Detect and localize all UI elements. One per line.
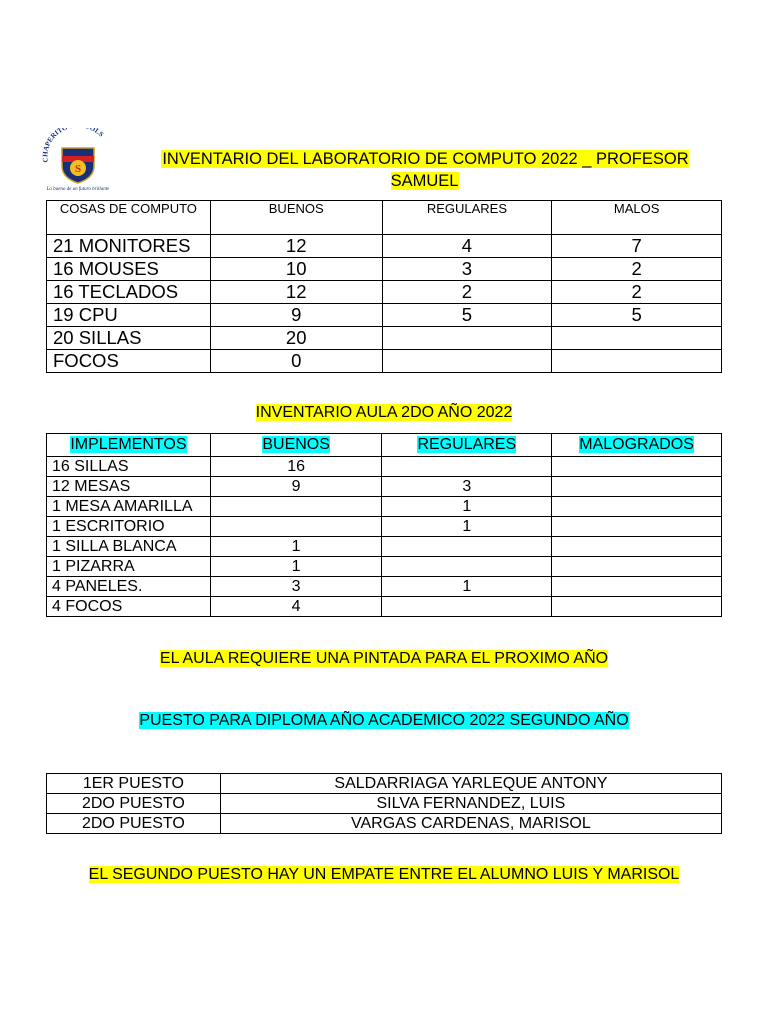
- good-count-cell: 0: [210, 350, 382, 373]
- regular-count-cell: [382, 597, 552, 617]
- classroom-inventory-heading: INVENTARIO AULA 2DO AÑO 2022: [255, 404, 513, 421]
- column-header: IMPLEMENTOS: [47, 434, 211, 457]
- classroom-inventory-table: [46, 433, 722, 617]
- regular-count-cell: 3: [382, 258, 552, 281]
- table-row: [47, 235, 722, 258]
- item-cell: 4 PANELES.: [47, 577, 211, 597]
- item-cell: 1 PIZARRA: [47, 557, 211, 577]
- item-cell: 16 SILLAS: [47, 457, 211, 477]
- column-header: REGULARES: [382, 201, 552, 235]
- table-header-row: [47, 201, 722, 235]
- item-cell: 1 ESCRITORIO: [47, 517, 211, 537]
- good-count-cell: 9: [210, 477, 382, 497]
- table-row: [47, 258, 722, 281]
- tie-note: EL SEGUNDO PUESTO HAY UN EMPATE ENTRE EL ALUMNO LUIS Y MARISOL: [88, 866, 680, 883]
- bad-count-cell: 2: [552, 281, 722, 304]
- table-row: [47, 350, 722, 373]
- column-header: REGULARES: [382, 434, 552, 457]
- damaged-count-cell: [552, 497, 722, 517]
- item-cell: 12 MESAS: [47, 477, 211, 497]
- computer-lab-inventory-table: [46, 200, 722, 373]
- diploma-ranking-heading: PUESTO PARA DIPLOMA AÑO ACADEMICO 2022 SEGUNDO AÑO: [139, 712, 629, 729]
- good-count-cell: 9: [210, 304, 382, 327]
- student-name-cell: VARGAS CARDENAS, MARISOL: [220, 814, 721, 834]
- good-count-cell: 12: [210, 235, 382, 258]
- damaged-count-cell: [552, 577, 722, 597]
- table-row: [47, 814, 722, 834]
- page-title: INVENTARIO DEL LABORATORIO DE COMPUTO 2022 _ PROFESOR SAMUEL: [162, 150, 689, 190]
- damaged-count-cell: [552, 477, 722, 497]
- table-row: [47, 557, 722, 577]
- damaged-count-cell: [552, 517, 722, 537]
- column-header: MALOS: [552, 201, 722, 235]
- student-name-cell: SILVA FERNANDEZ, LUIS: [220, 794, 721, 814]
- good-count-cell: 1: [210, 557, 382, 577]
- rank-cell: 1ER PUESTO: [47, 774, 221, 794]
- regular-count-cell: [382, 327, 552, 350]
- good-count-cell: 3: [210, 577, 382, 597]
- svg-text:S: S: [74, 163, 82, 175]
- bad-count-cell: 2: [552, 258, 722, 281]
- table-header-row: [47, 434, 722, 457]
- regular-count-cell: [382, 457, 552, 477]
- item-cell: 19 CPU: [47, 304, 211, 327]
- column-header: BUENOS: [210, 434, 382, 457]
- item-cell: 16 TECLADOS: [47, 281, 211, 304]
- regular-count-cell: 1: [382, 497, 552, 517]
- item-cell: 16 MOUSES: [47, 258, 211, 281]
- item-cell: 4 FOCOS: [47, 597, 211, 617]
- good-count-cell: 20: [210, 327, 382, 350]
- good-count-cell: 16: [210, 457, 382, 477]
- table-row: [47, 304, 722, 327]
- bad-count-cell: 5: [552, 304, 722, 327]
- table-row: [47, 497, 722, 517]
- table-row: [47, 517, 722, 537]
- good-count-cell: [210, 517, 382, 537]
- bad-count-cell: [552, 350, 722, 373]
- regular-count-cell: 5: [382, 304, 552, 327]
- bad-count-cell: 7: [552, 235, 722, 258]
- regular-count-cell: 2: [382, 281, 552, 304]
- column-header: BUENOS: [210, 201, 382, 235]
- table-row: [47, 597, 722, 617]
- item-cell: 1 SILLA BLANCA: [47, 537, 211, 557]
- item-cell: FOCOS: [47, 350, 211, 373]
- bad-count-cell: [552, 327, 722, 350]
- item-cell: 1 MESA AMARILLA: [47, 497, 211, 517]
- svg-text:CHAPERITO SCHOOLS: CHAPERITO OLS: [41, 128, 106, 163]
- regular-count-cell: [382, 350, 552, 373]
- diploma-ranking-table: [46, 773, 722, 834]
- damaged-count-cell: [552, 537, 722, 557]
- good-count-cell: 4: [210, 597, 382, 617]
- table-row: [47, 281, 722, 304]
- damaged-count-cell: [552, 597, 722, 617]
- item-cell: 21 MONITORES: [47, 235, 211, 258]
- item-cell: 20 SILLAS: [47, 327, 211, 350]
- table-row: [47, 577, 722, 597]
- regular-count-cell: 1: [382, 577, 552, 597]
- table-row: [47, 537, 722, 557]
- regular-count-cell: 1: [382, 517, 552, 537]
- rank-cell: 2DO PUESTO: [47, 794, 221, 814]
- student-name-cell: SALDARRIAGA YARLEQUE ANTONY: [220, 774, 721, 794]
- damaged-count-cell: [552, 457, 722, 477]
- regular-count-cell: [382, 537, 552, 557]
- table-row: [47, 794, 722, 814]
- good-count-cell: [210, 497, 382, 517]
- school-logo: [36, 128, 122, 192]
- column-header: COSAS DE COMPUTO: [47, 201, 211, 235]
- painting-note: EL AULA REQUIERE UNA PINTADA PARA EL PROXIMO AÑO: [159, 650, 609, 667]
- regular-count-cell: 4: [382, 235, 552, 258]
- table-row: [47, 774, 722, 794]
- good-count-cell: 12: [210, 281, 382, 304]
- column-header: MALOGRADOS: [552, 434, 722, 457]
- good-count-cell: 1: [210, 537, 382, 557]
- table-row: [47, 457, 722, 477]
- damaged-count-cell: [552, 557, 722, 577]
- table-row: [47, 477, 722, 497]
- svg-text:Lo bueno de un futuro brillant: Lo bueno de un futuro brillante: [46, 187, 110, 192]
- regular-count-cell: [382, 557, 552, 577]
- regular-count-cell: 3: [382, 477, 552, 497]
- table-row: [47, 327, 722, 350]
- good-count-cell: 10: [210, 258, 382, 281]
- rank-cell: 2DO PUESTO: [47, 814, 221, 834]
